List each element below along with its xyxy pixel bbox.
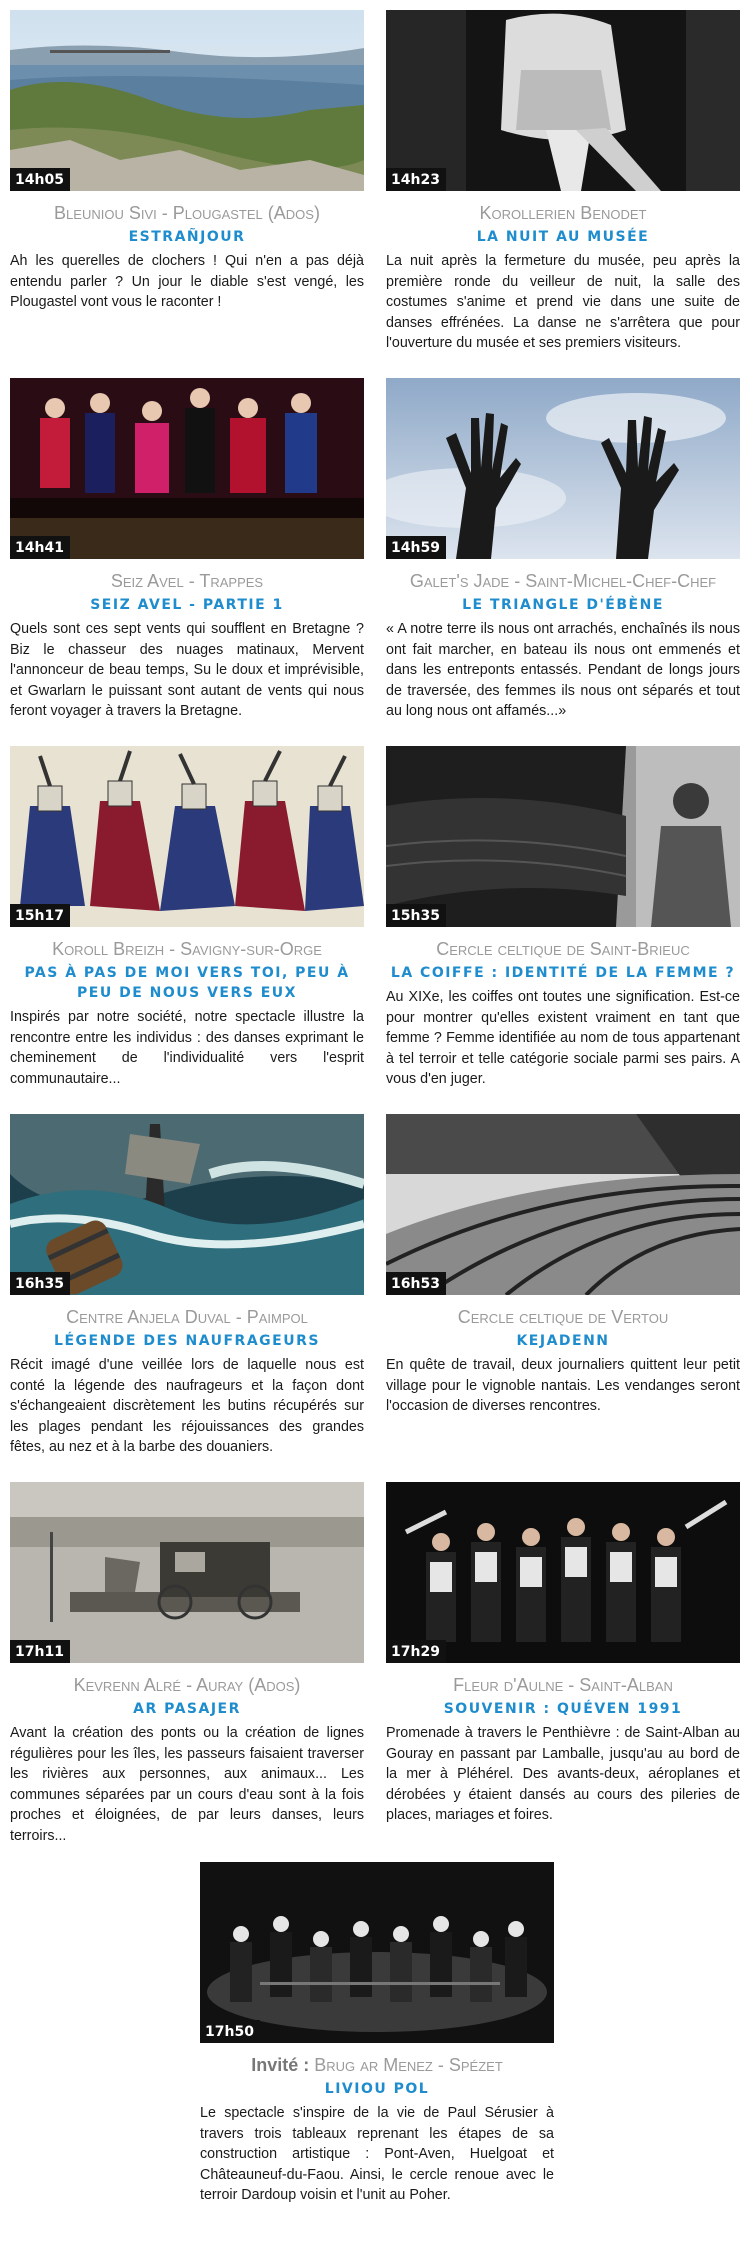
photo-lace-coiffe [386, 10, 740, 191]
photo-raised-hands [386, 378, 740, 559]
show-description: Inspirés par notre société, notre spectacle illustre la rencontre entre les individus : des danses exprimant le cheminement de l'individualité vers l'esprit communautaire... [10, 1009, 364, 1087]
time-badge: 15h17 [10, 904, 70, 927]
program-card [386, 378, 740, 746]
time-badge: 15h35 [386, 904, 446, 927]
group-name: Korollerien Benodet [479, 203, 647, 223]
show-description: Promenade à travers le Penthièvre : de Saint-Alban au Gouray en passant par Lamballe, jusqu'au au bord de la mer à Pléhérel. Des avants-deux, aéroplanes et dérobées y étaient dansés au cours des pileries de places, mariages et foires. [386, 1725, 740, 1823]
show-title: LIVIOU POL [324, 2081, 430, 2097]
photo-dancers-red [10, 378, 364, 559]
show-title: AR PASAJER [133, 1701, 241, 1717]
time-badge: 14h41 [10, 536, 70, 559]
program-card [10, 10, 364, 378]
program-card [10, 746, 364, 1114]
show-title: PAS À PAS DE MOI VERS TOI, PEU À PEU DE NOUS VERS EUX [24, 965, 350, 1001]
show-description: En quête de travail, deux journaliers quittent leur petit village pour le vignoble nantais. Les vendanges seront l'occasion de diverses rencontres. [386, 1357, 740, 1414]
show-title: LA COIFFE : IDENTITÉ DE LA FEMME ? [390, 965, 736, 981]
program-card [386, 1482, 740, 1850]
show-title: ESTRAÑJOUR [128, 229, 246, 245]
show-title: LE TRIANGLE D'ÉBÈNE [462, 597, 664, 613]
time-badge: 17h50 [200, 2020, 260, 2043]
show-description: Au XIXe, les coiffes ont toutes une signification. Est-ce pour montrer qu'elles existent vraiment en tant que femme ? Femme identifiée au nom de tous appartenant à tel terroir et telle catégorie sociale parmi ses pairs. A vous d'en juger. [386, 989, 740, 1087]
group-name: Fleur d'Aulne - Saint-Alban [453, 1675, 673, 1695]
photo-shipwreck-sea [10, 1114, 364, 1295]
show-title: KEJADENN [516, 1333, 610, 1349]
show-title: SOUVENIR : QUÉVEN 1991 [443, 1701, 683, 1717]
group-name: Cercle celtique de Saint-Brieuc [436, 939, 690, 959]
photo-railway-tracks [386, 1114, 740, 1295]
program-grid [10, 10, 740, 1850]
photo-ferry-carriage [10, 1482, 364, 1663]
program-card [10, 1114, 364, 1482]
group-name: Koroll Breizh - Savigny-sur-Orge [52, 939, 322, 959]
show-description: Le spectacle s'inspire de la vie de Paul Sérusier à travers trois tableaux reprenant les étapes de sa construction artistique : Pont-Aven, Huelgoat et Châteauneuf-du-Faou. Ainsi, le cercle renoue avec le terroir Dardoup voisin et l'unit au Poher. [200, 2105, 554, 2203]
program-card [386, 10, 740, 378]
guest-prefix: Invité : [251, 2055, 310, 2075]
guest-group-name: Brug ar Menez - Spézet [314, 2055, 503, 2075]
program-card [10, 378, 364, 746]
time-badge: 16h35 [10, 1272, 70, 1295]
group-name: Bleuniou Sivi - Plougastel (Ados) [54, 203, 320, 223]
time-badge: 16h53 [386, 1272, 446, 1295]
show-description: « A notre terre ils nous ont arrachés, enchaînés ils nous ont fait marcher, en bateau ils nous ont emmenés et dans les entreponts entassés. Pendant de longs jours de traversée, des femmes ils nous ont séparés et tout au long nous ont affamés...» [386, 621, 740, 719]
time-badge: 17h29 [386, 1640, 446, 1663]
group-name: Centre Anjela Duval - Paimpol [66, 1307, 308, 1327]
time-badge: 14h23 [386, 168, 446, 191]
photo-painted-dancers [10, 746, 364, 927]
group-name: Galet's Jade - Saint-Michel-Chef-Chef [409, 571, 717, 591]
photo-circle-dance [200, 1862, 554, 2043]
photo-lace-shawl [386, 746, 740, 927]
show-description: Quels sont ces sept vents qui soufflent en Bretagne ? Biz le chasseur des nuages matinaux, Mervent l'annonceur de beau temps, Su le doux et imprévisible, et Gwarlarn le puissant sont autant de vents qui nous feront voyager à travers la Bretagne. [10, 621, 364, 719]
time-badge: 14h59 [386, 536, 446, 559]
show-description: Ah les querelles de clochers ! Qui n'en a pas déjà entendu parler ? Un jour le diable s'est vengé, les Plougastel vont vous le raconter ! [10, 253, 364, 310]
show-title: LA NUIT AU MUSÉE [476, 229, 650, 245]
time-badge: 14h05 [10, 168, 70, 191]
program-card [10, 1482, 364, 1850]
time-badge: 17h11 [10, 1640, 70, 1663]
program-card [386, 1114, 740, 1482]
group-name: Seiz Avel - Trappes [110, 571, 264, 591]
show-title: SEIZ AVEL - PARTIE 1 [90, 597, 284, 613]
show-description: Récit imagé d'une veillée lors de laquelle nous est conté la légende des naufrageurs et la façon dont s'échangeaient discrètement les butins récupérés sur les plages pendant les réjouissances des grandes fêtes, au nez et à la barbe des douaniers. [10, 1357, 364, 1455]
show-description: Avant la création des ponts ou la création de lignes régulières pour les îles, les passeurs faisaient traverser les rivières aux personnes, aux animaux... Les communes séparées par un cours d'eau sont à la fois proches et éloignées, de par leurs danses, leurs terroirs... [10, 1725, 364, 1844]
guest-card [200, 1862, 554, 2206]
show-title: LÉGENDE DES NAUFRAGEURS [54, 1333, 320, 1349]
group-name [200, 2053, 554, 2077]
program-card [386, 746, 740, 1114]
group-name: Cercle celtique de Vertou [457, 1307, 669, 1327]
show-description: La nuit après la fermeture du musée, peu après la première ronde du veilleur de nuit, la salle des costumes s'anime et prend vie dans une suite de danses effrénées. La danse ne s'arrêtera que pour l'ouverture du musée et ses premiers visiteurs. [386, 253, 740, 351]
group-name: Kevrenn Alré - Auray (Ados) [73, 1675, 301, 1695]
photo-stage-dancers [386, 1482, 740, 1663]
photo-bay-view [10, 10, 364, 191]
